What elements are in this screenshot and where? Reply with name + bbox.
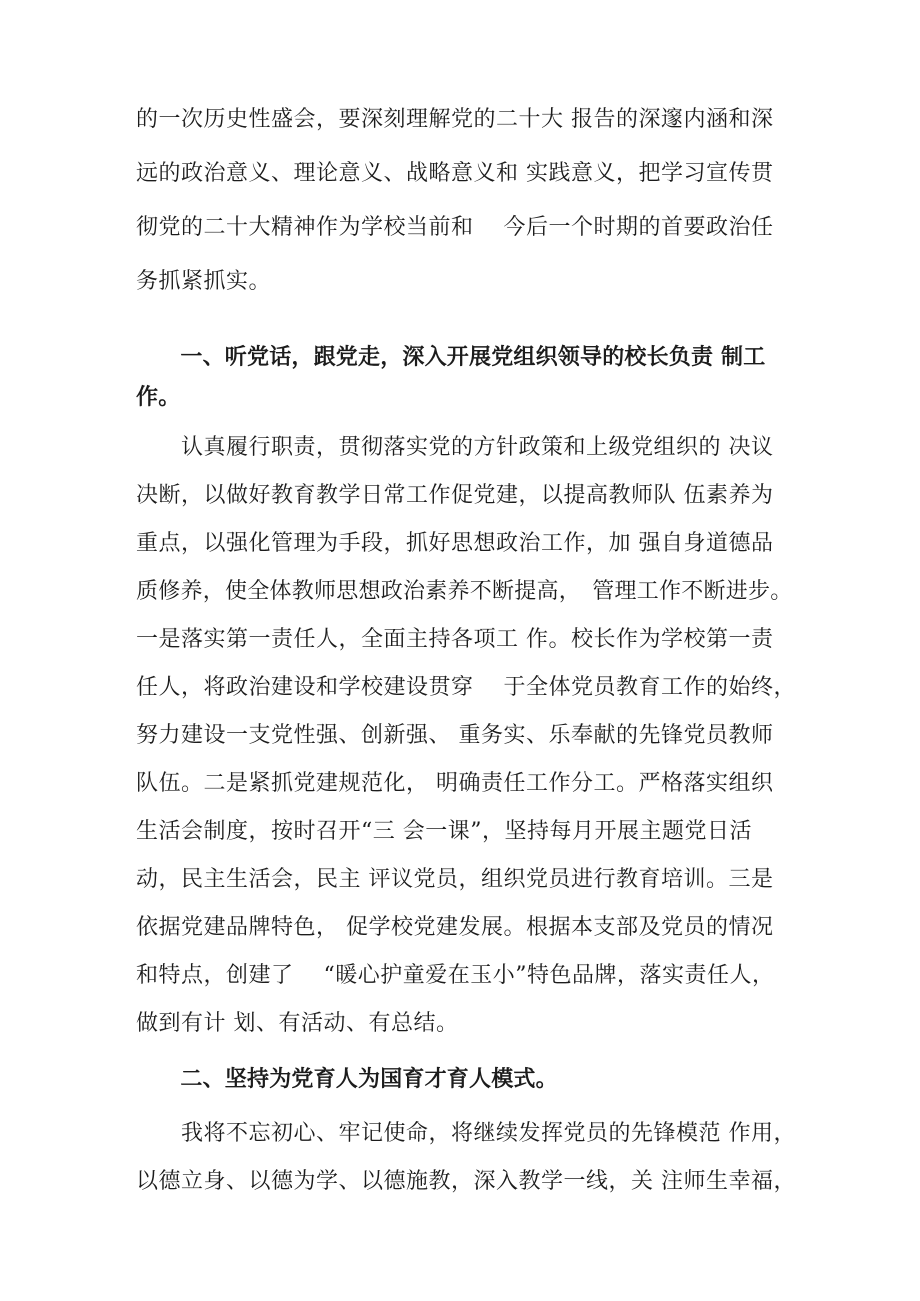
section-heading-1-continued: 作。 xyxy=(136,385,181,410)
body-text-line: 决断，以做好教育教学日常工作促党建，以提高教师队 伍素养为 xyxy=(136,483,774,508)
body-text-line: 重点，以强化管理为手段，抓好思想政治工作，加 强自身道德品 xyxy=(136,531,774,556)
body-text-line: 认真履行职责，贯彻落实党的方针政策和上级党组织的 决议 xyxy=(136,435,774,460)
body-text-line: 做到有计 划、有活动、有总结。 xyxy=(136,1011,459,1036)
body-text-line: 依据党建品牌特色， 促学校党建发展。根据本支部及党员的情况 xyxy=(136,915,774,940)
body-text-line: 彻党的二十大精神作为学校当前和 今后一个时期的首要政治任 xyxy=(136,215,774,240)
body-text-line: 一是落实第一责任人，全面主持各项工 作。校长作为学校第一责 xyxy=(136,627,774,652)
body-text-line: 质修养，使全体教师思想政治素养不断提高， 管理工作不断进步。 xyxy=(136,579,793,604)
body-text-line: 动，民主生活会，民主 评议党员，组织党员进行教育培训。三是 xyxy=(136,867,774,892)
body-text-line: 远的政治意义、理论意义、战略意义和 实践意义，把学习宣传贯 xyxy=(136,161,774,186)
body-text-line: 队伍。二是紧抓党建规范化， 明确责任工作分工。严格落实组织 xyxy=(136,771,774,796)
body-text-line: 努力建设一支党性强、创新强、 重务实、乐奉献的先锋党员教师 xyxy=(136,723,774,748)
body-text-line: 和特点，创建了 “暖心护童爱在玉小”特色品牌，落实责任人， xyxy=(136,963,775,988)
body-text-line: 生活会制度，按时召开“三 会一课”，坚持每月开展主题党日活 xyxy=(136,819,752,844)
body-text-line: 务抓紧抓实。 xyxy=(136,269,272,294)
body-text-line: 我将不忘初心、牢记使命，将继续发挥党员的先锋模范 作用， xyxy=(136,1121,796,1146)
body-text-line: 任人，将政治建设和学校建设贯穿 于全体党员教育工作的始终， xyxy=(136,675,796,700)
body-text-line: 以德立身、以德为学、以德施教，深入教学一线，关 注师生幸福， xyxy=(136,1169,796,1194)
body-text-line: 的一次历史性盛会，要深刻理解党的二十大 报告的深邃内涵和深 xyxy=(136,107,774,132)
section-heading-2: 二、坚持为党育人为国育才育人模式。 xyxy=(136,1067,558,1092)
section-heading-1: 一、听党话，跟党走，深入开展党组织领导的校长负责 制工 xyxy=(136,345,766,370)
